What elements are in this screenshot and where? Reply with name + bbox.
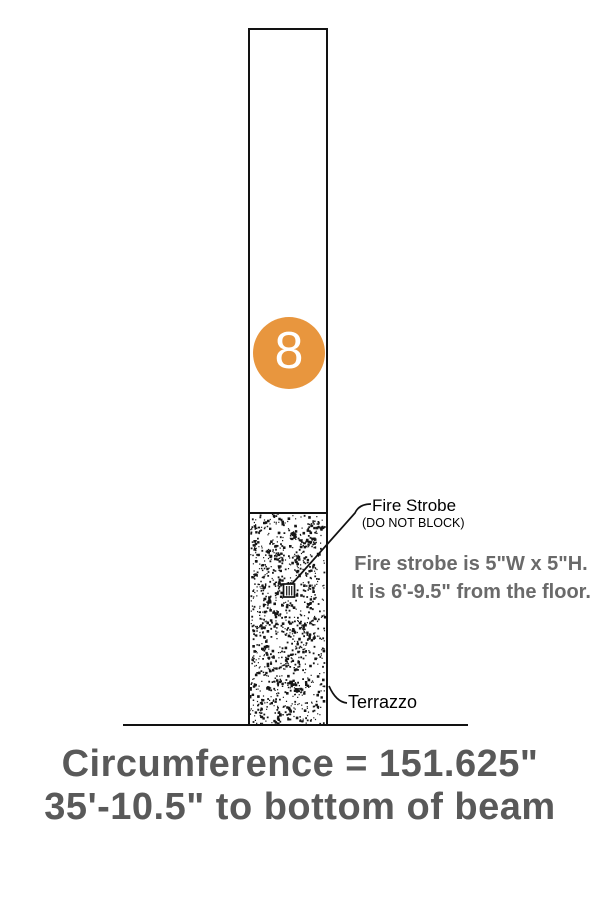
beam-height-text: 35'-10.5" to bottom of beam (44, 786, 556, 828)
fire-strobe-note-line1: Fire strobe is 5"W x 5"H. (354, 553, 588, 575)
fire-strobe-note-line2: It is 6'-9.5" from the floor. (351, 581, 591, 603)
circumference-text: Circumference = 151.625" (61, 743, 539, 785)
terrazzo-speckle-pattern (250, 514, 326, 725)
floor-line (123, 724, 468, 726)
terrazzo-label: Terrazzo (348, 692, 418, 712)
dimension-caption (0, 743, 600, 829)
terrazzo-fill (250, 514, 326, 725)
fire-strobe-label: Fire Strobe (372, 496, 457, 515)
fire-strobe-sublabel: (DO NOT BLOCK) (362, 516, 465, 530)
fire-strobe-note (343, 550, 599, 606)
terrazzo-leader-line (329, 686, 347, 703)
terrazzo-top-line (250, 512, 326, 514)
column-number: 8 (274, 322, 304, 380)
column-number-badge (253, 317, 325, 389)
